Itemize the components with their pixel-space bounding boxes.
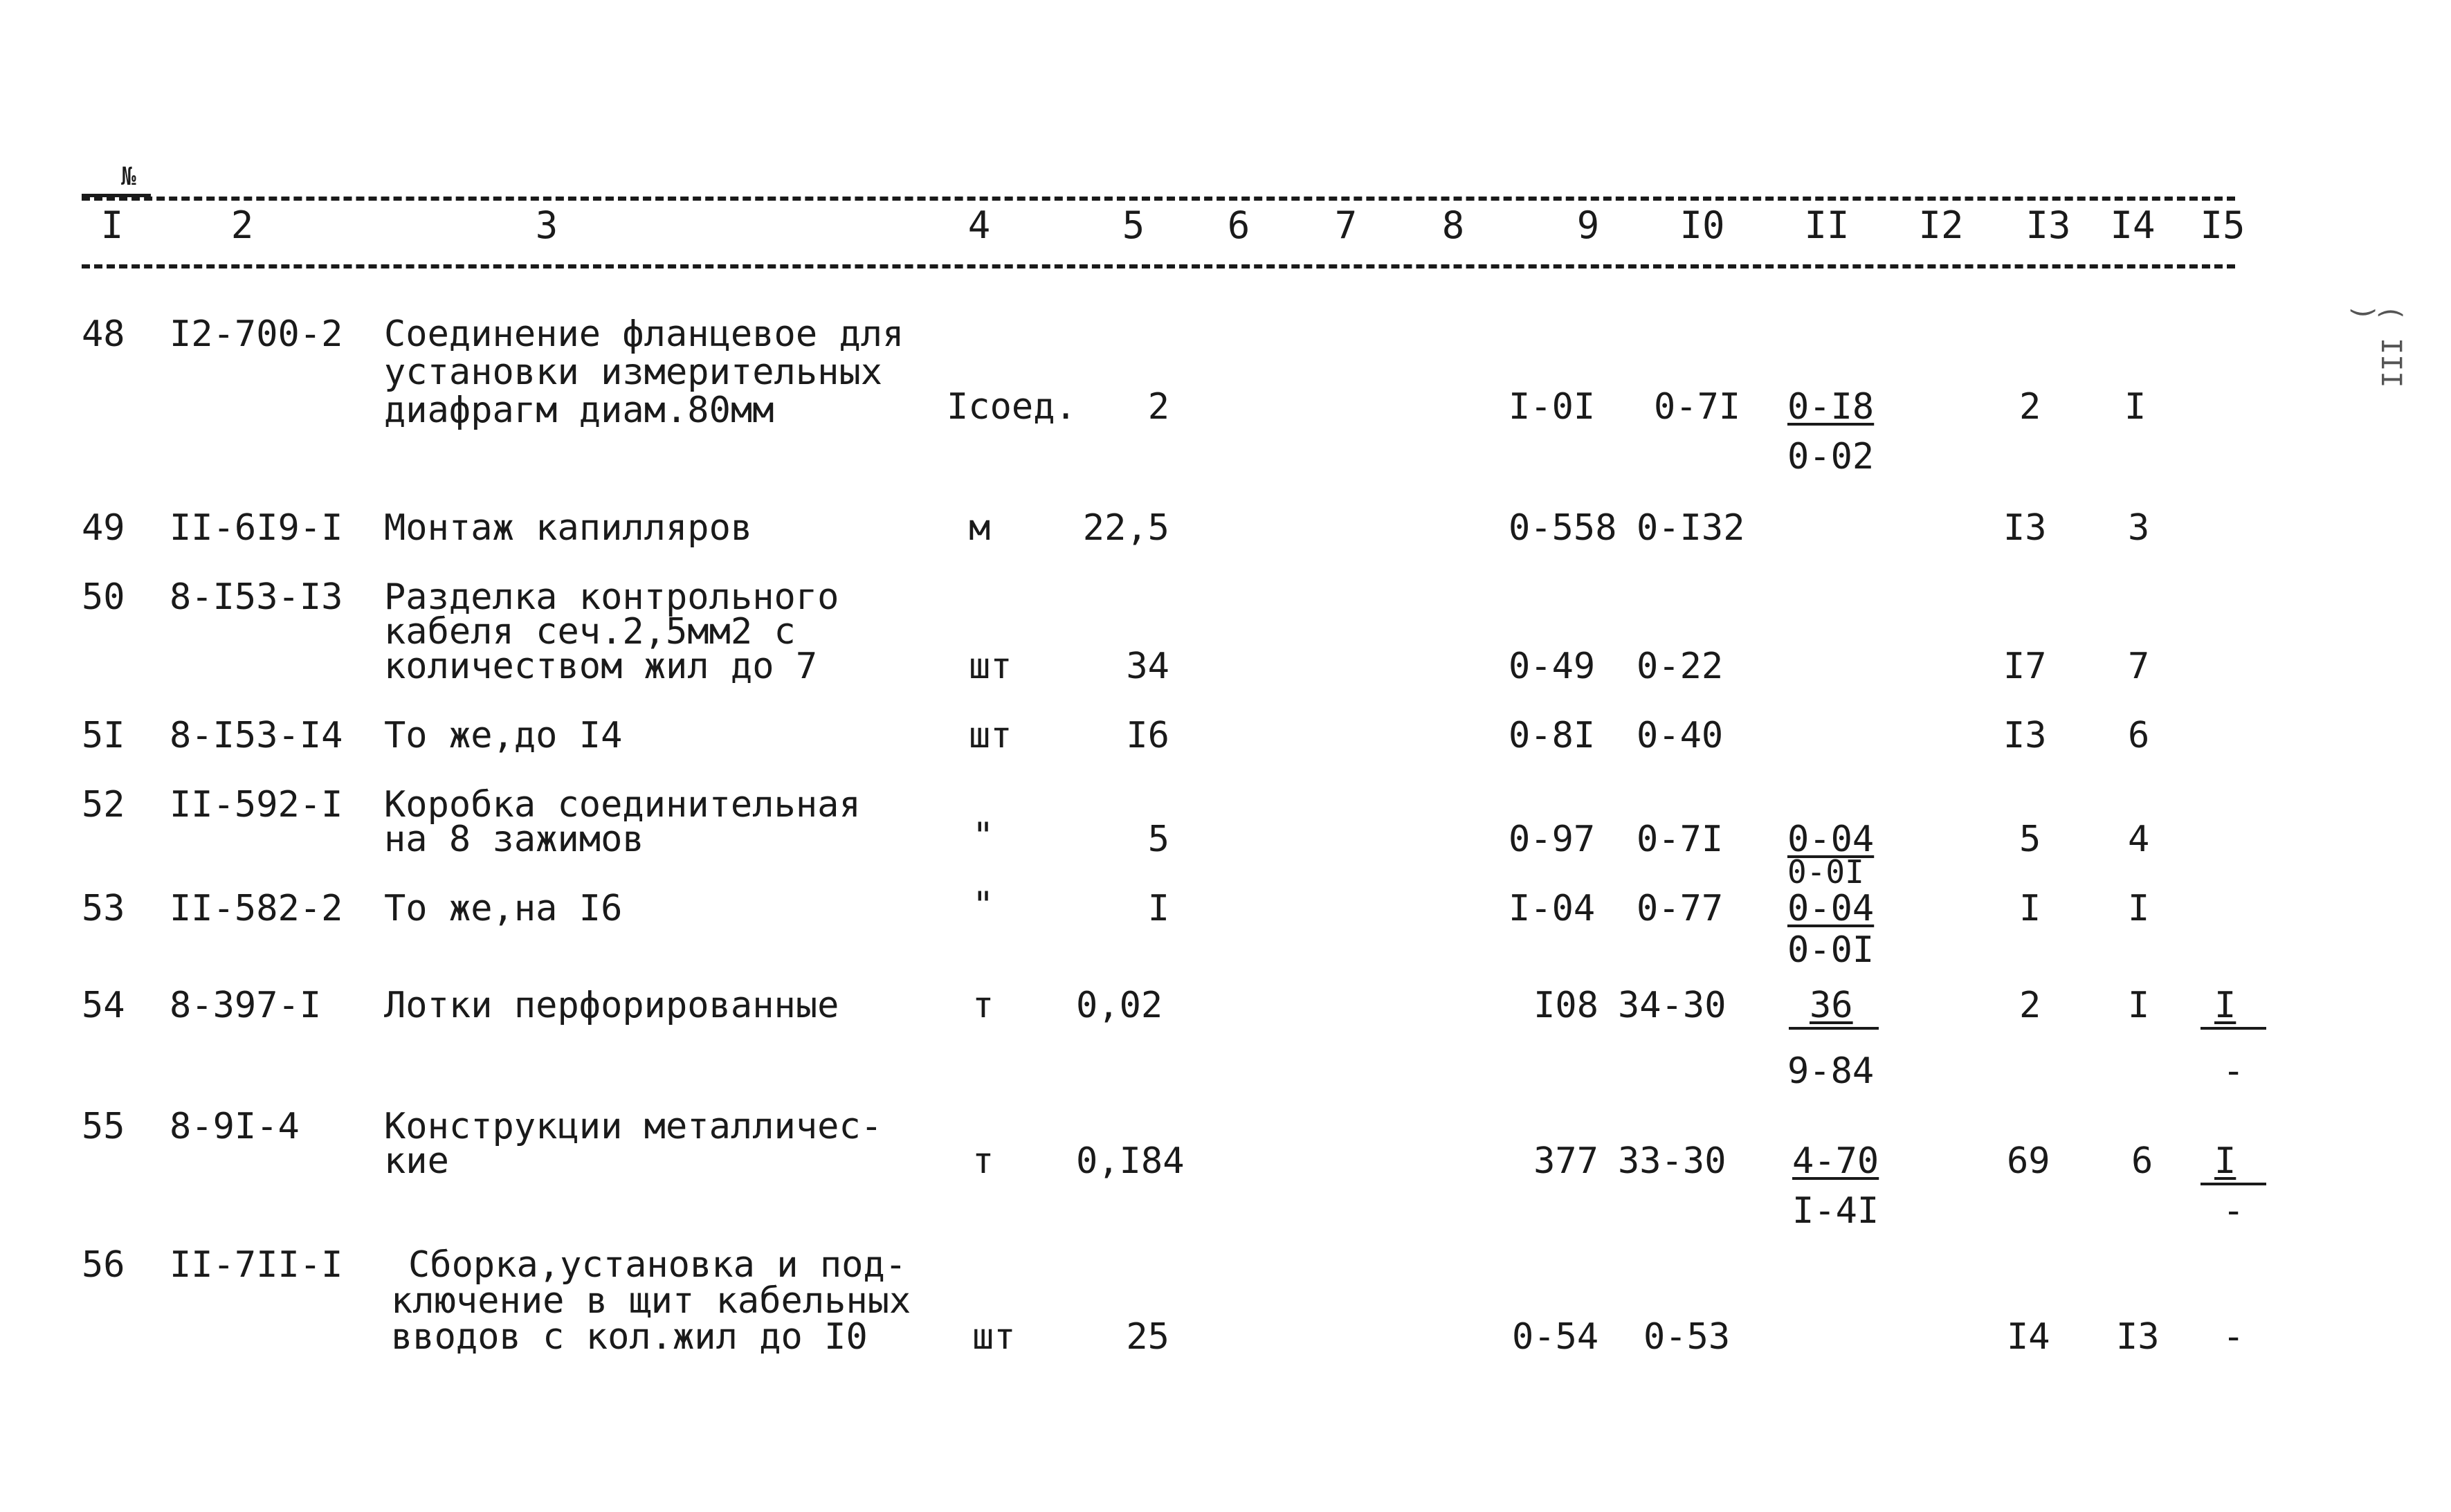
- row-55-desc-1: Конструкции металличес-: [384, 1106, 883, 1147]
- row-48-code: I2-700-2: [170, 313, 343, 355]
- row-49-c9: 0-558: [1509, 507, 1617, 549]
- row-49-code: II-6I9-I: [170, 507, 343, 549]
- row-54-c13: 2: [2019, 985, 2041, 1026]
- row-50-c10: 0-22: [1637, 646, 1724, 687]
- row-56-c9: 0-54: [1512, 1316, 1599, 1358]
- row-54-desc-1: Лотки перфорированные: [384, 985, 839, 1026]
- row-54-c11-fraction-line: [1789, 1027, 1879, 1030]
- row-49-num: 49: [82, 507, 125, 549]
- row-53-c10: 0-77: [1637, 888, 1724, 929]
- row-53-c11-bottom: 0-0I: [1787, 929, 1875, 971]
- row-52-code: II-592-I: [170, 784, 343, 826]
- row-48-num: 48: [82, 313, 125, 355]
- row-49-unit: м: [969, 507, 991, 549]
- row-55-c11-bottom: I-4I: [1792, 1190, 1879, 1232]
- row-53-c11-top: 0-04: [1787, 888, 1875, 929]
- row-55-c11-top: 4-70: [1792, 1140, 1879, 1182]
- header-top-rule: [82, 197, 2235, 201]
- row-51-c9: 0-8I: [1509, 715, 1596, 756]
- row-52-c11-top: 0-04: [1787, 819, 1875, 860]
- row-55-c10: 33-30: [1618, 1140, 1726, 1182]
- col-header-9: 9: [1576, 203, 1600, 247]
- row-48-qty: 2: [1147, 386, 1169, 428]
- col-header-3: 3: [535, 203, 558, 247]
- row-48-c13: 2: [2019, 386, 2041, 428]
- row-56-desc-1: Сборка,установка и под-: [408, 1244, 907, 1286]
- row-56-desc-3: вводов с кол.жил до I0: [391, 1316, 868, 1358]
- row-55-unit: т: [972, 1140, 994, 1182]
- row-52-desc-2: на 8 зажимов: [384, 819, 644, 860]
- row-52-c9: 0-97: [1509, 819, 1596, 860]
- row-51-c14: 6: [2128, 715, 2150, 756]
- col-header-12: I2: [1918, 203, 1964, 247]
- row-48-c9: I-0I: [1509, 386, 1596, 428]
- row-48-c10: 0-7I: [1654, 386, 1741, 428]
- row-56-c10: 0-53: [1643, 1316, 1731, 1358]
- row-54-qty: 0,02: [1076, 985, 1163, 1026]
- row-50-c14: 7: [2128, 646, 2150, 687]
- row-53-code: II-582-2: [170, 888, 343, 929]
- row-50-c13: I7: [2003, 646, 2047, 687]
- row-55-c9: 377: [1533, 1140, 1598, 1182]
- row-56-num: 56: [82, 1244, 125, 1286]
- col-header-11: II: [1804, 203, 1850, 247]
- row-54-code: 8-397-I: [170, 985, 322, 1026]
- row-54-c15-bottom: -: [2223, 1050, 2245, 1092]
- row-50-desc-1: Разделка контрольного: [384, 576, 839, 618]
- col-header-2: 2: [230, 203, 254, 247]
- row-48-c11-bottom: 0-02: [1787, 436, 1875, 477]
- col-header-13: I3: [2025, 203, 2071, 247]
- col-header-8: 8: [1441, 203, 1465, 247]
- row-50-desc-2: кабеля сеч.2,5мм2 с: [384, 611, 796, 653]
- row-49-c13: I3: [2003, 507, 2047, 549]
- row-54-c15-top: I: [2214, 985, 2236, 1026]
- row-51-c13: I3: [2003, 715, 2047, 756]
- row-53-c13: I: [2019, 888, 2041, 929]
- row-51-unit: шт: [969, 715, 1012, 756]
- row-54-c14: I: [2128, 985, 2150, 1026]
- row-52-unit: ": [972, 815, 994, 857]
- row-53-desc-1: То же,на I6: [384, 888, 623, 929]
- row-54-c11-bottom: 9-84: [1787, 1050, 1875, 1092]
- row-52-c14: 4: [2128, 819, 2150, 860]
- row-55-c15-bottom: -: [2223, 1190, 2245, 1232]
- col-header-6: 6: [1227, 203, 1250, 247]
- row-55-qty: 0,I84: [1076, 1140, 1185, 1182]
- row-48-desc-2: установки измерительных: [384, 352, 883, 393]
- row-56-code: II-7II-I: [170, 1244, 343, 1286]
- row-52-c10: 0-7I: [1637, 819, 1724, 860]
- margin-page-note: ( III ): [2347, 304, 2407, 388]
- row-50-num: 50: [82, 576, 125, 618]
- row-49-c10: 0-I32: [1637, 507, 1745, 549]
- row-54-c9: I08: [1533, 985, 1598, 1026]
- row-53-qty: I: [1147, 888, 1169, 929]
- row-51-qty: I6: [1126, 715, 1169, 756]
- row-51-desc-1: То же,до I4: [384, 715, 623, 756]
- row-53-num: 53: [82, 888, 125, 929]
- row-48-c11-top: 0-I8: [1787, 386, 1875, 428]
- row-49-c14: 3: [2128, 507, 2150, 549]
- row-54-c11-top: 36: [1810, 985, 1853, 1026]
- col-header-1: I: [100, 203, 124, 247]
- row-50-code: 8-I53-I3: [170, 576, 343, 618]
- row-48-desc-1: Соединение фланцевое для: [384, 313, 904, 355]
- row-53-unit: ": [972, 884, 994, 926]
- col-header-10: I0: [1679, 203, 1725, 247]
- header-bottom-rule: [82, 264, 2235, 268]
- row-55-num: 55: [82, 1106, 125, 1147]
- row-55-c15-top: I: [2214, 1140, 2236, 1182]
- row-55-desc-2: кие: [384, 1140, 449, 1182]
- row-48-c14: I: [2124, 386, 2147, 428]
- row-48-unit: Iсоед.: [947, 386, 1077, 428]
- row-52-qty: 5: [1147, 819, 1169, 860]
- row-52-num: 52: [82, 784, 125, 826]
- row-53-c9: I-04: [1509, 888, 1596, 929]
- col-header-7: 7: [1334, 203, 1358, 247]
- row-50-c9: 0-49: [1509, 646, 1596, 687]
- row-49-desc-1: Монтаж капилляров: [384, 507, 753, 549]
- row-51-code: 8-I53-I4: [170, 715, 343, 756]
- row-50-desc-3: количеством жил до 7: [384, 646, 818, 687]
- row-52-c13: 5: [2019, 819, 2041, 860]
- row-52-c11-bottom: 0-0I: [1787, 853, 1864, 891]
- row-56-c15: -: [2223, 1316, 2245, 1358]
- number-mark: №: [121, 163, 136, 191]
- row-54-c10: 34-30: [1618, 985, 1726, 1026]
- row-56-unit: шт: [972, 1316, 1016, 1358]
- row-52-desc-1: Коробка соединительная: [384, 784, 861, 826]
- col-header-4: 4: [967, 203, 991, 247]
- row-51-num: 5I: [82, 715, 125, 756]
- col-header-14: I4: [2110, 203, 2156, 247]
- row-55-c15-fraction-line: [2201, 1183, 2266, 1185]
- row-55-code: 8-9I-4: [170, 1106, 300, 1147]
- row-56-desc-2: ключение в щит кабельных: [391, 1280, 911, 1322]
- row-55-c13: 69: [2007, 1140, 2050, 1182]
- row-48-desc-3: диафрагм диам.80мм: [384, 390, 774, 431]
- row-50-qty: 34: [1126, 646, 1169, 687]
- row-53-c14: I: [2128, 888, 2150, 929]
- row-56-c14: I3: [2116, 1316, 2160, 1358]
- col-header-15: I5: [2200, 203, 2245, 247]
- row-51-c10: 0-40: [1637, 715, 1724, 756]
- row-56-c13: I4: [2007, 1316, 2050, 1358]
- col-header-5: 5: [1122, 203, 1145, 247]
- row-54-num: 54: [82, 985, 125, 1026]
- row-54-unit: т: [972, 985, 994, 1026]
- row-54-c15-fraction-line: [2201, 1027, 2266, 1030]
- row-50-unit: шт: [969, 646, 1012, 687]
- row-49-qty: 22,5: [1082, 507, 1169, 549]
- row-55-c14: 6: [2131, 1140, 2153, 1182]
- row-56-qty: 25: [1126, 1316, 1169, 1358]
